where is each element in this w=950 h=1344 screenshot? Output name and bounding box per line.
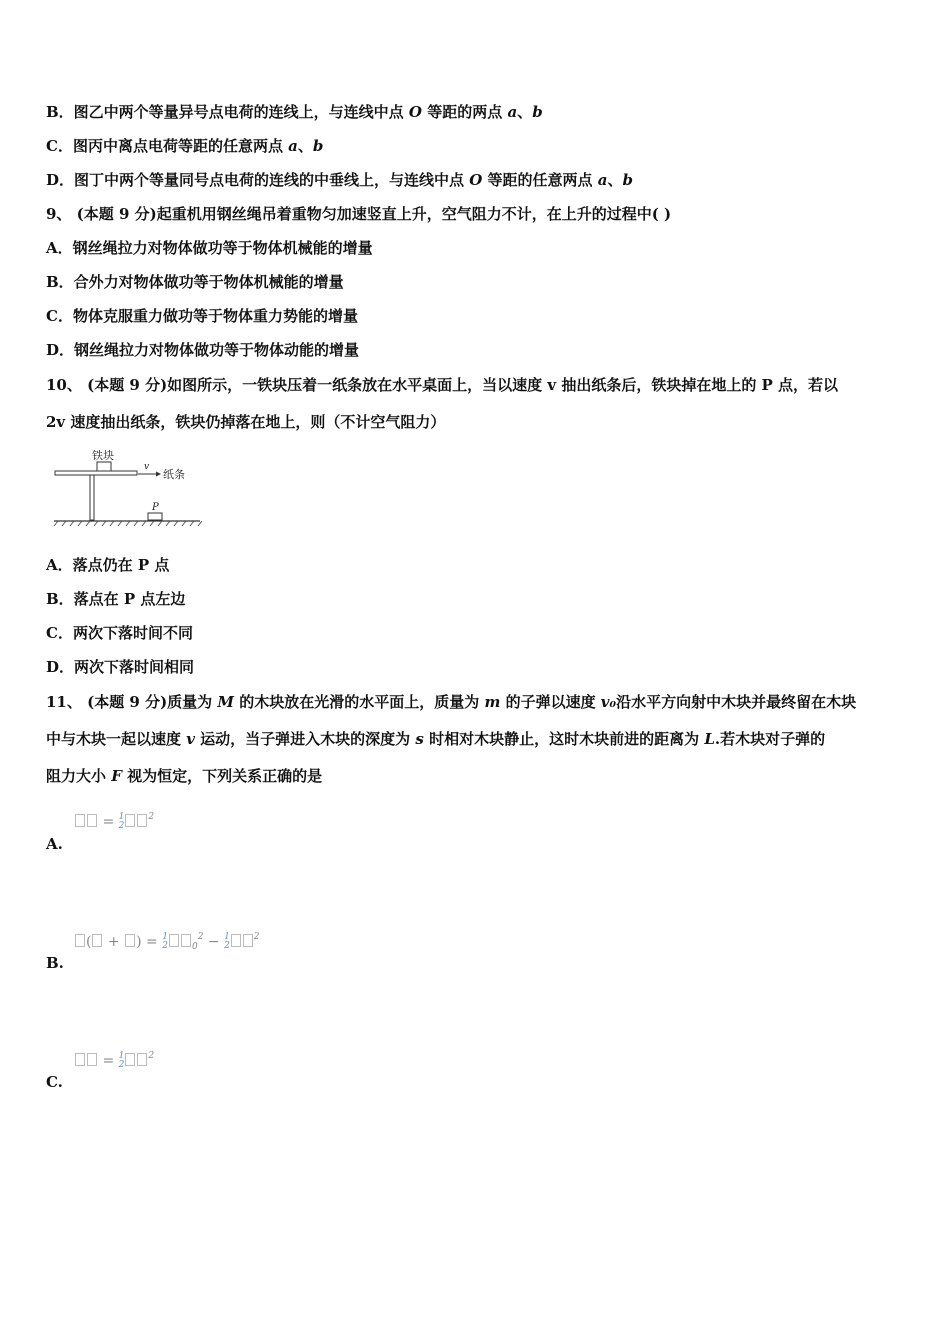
q9-option-c: C．物体克服重力做功等于物体重力势能的增量 [46,307,358,325]
point-b: b [532,103,543,121]
fraction-half [119,813,125,831]
q9-option-a: A．钢丝绳拉力对物体做功等于物体机械能的增量 [46,239,373,257]
fraction-half [162,933,168,951]
glyph-box [75,934,85,947]
glyph-box [125,1053,135,1066]
point-a: a [507,103,518,121]
point-b: b [312,137,324,155]
q10-figure [52,447,204,529]
text: 运动，当子弹进入木块的深度为 [194,730,416,748]
point-a: a [288,137,298,155]
numerator: 1 [162,932,168,942]
text: 的子弹以速度 [500,693,601,711]
fraction-half [119,1052,125,1070]
q8-option-b-text: B．图乙中两个等量异号点电荷的连线上，与连线中点 [46,103,409,121]
q11-option-c-label: C. [46,1073,63,1091]
iron-block [97,462,111,471]
text: .若木块对子弹的 [714,730,826,748]
q8-option-c-text: C．图丙中离点电荷等距的任意两点 [46,137,289,155]
text: 中与木块一起以速度 [46,730,187,748]
numerator: 1 [118,812,125,822]
velocity-label: v [144,462,150,472]
glyph-box [125,814,135,827]
var-v0: v₀ [600,693,617,711]
q10-stem-line2: 2v 速度抽出纸条，铁块仍掉落在地上，则（不计空气阻力） [46,413,446,431]
equals-sign: = [102,814,115,830]
var-v: v [186,730,195,748]
glyph-box [75,814,85,827]
pull-arrow-head [156,472,161,477]
q8-option-d [46,170,633,190]
text: 11、 (本题 9 分)质量为 [46,693,218,711]
var-M: M [217,693,235,711]
q8-option-b-text-2: 等距的两点 [421,103,508,121]
var-m: m [484,693,501,711]
separator: 、 [607,171,623,189]
exponent: 2 [148,1051,155,1061]
q10-stem-line1: 10、 (本题 9 分)如图所示，一铁块压着一纸条放在水平桌面上，当以速度 v 抽出纸条后，铁块掉在地上的 P 点，若以 [46,376,839,394]
numerator: 1 [118,1051,125,1061]
point-b: b [622,171,634,189]
q11-formula-b [74,932,260,952]
var-s: s [415,730,424,748]
glyph-box [137,1053,147,1066]
ground-hatching [54,521,202,526]
text: 时相对木块静止，这时木块前进的距离为 [423,730,705,748]
glyph-box [243,934,253,947]
denominator: 2 [224,941,230,951]
var-L: L [704,730,715,748]
q10-option-c: C．两次下落时间不同 [46,624,193,642]
q8-option-d-text-2: 等距的任意两点 [482,171,598,189]
plus-sign: + [107,934,120,950]
separator: 、 [297,137,313,155]
glyph-box [92,934,102,947]
q11-formula-a [74,812,154,831]
q9-stem: 9、 (本题 9 分)起重机用钢丝绳吊着重物匀加速竖直上升，空气阻力不计，在上升的过程中( ) [46,205,672,223]
q11-option-b-label: B. [46,954,64,972]
q11-option-a-label: A. [46,835,63,853]
paper-label: 纸条 [163,468,185,481]
denominator: 2 [118,821,125,831]
glyph-box [87,814,97,827]
denominator: 2 [162,941,168,951]
var-F: F [111,767,122,785]
equals-sign: = [102,1053,115,1069]
q11-formula-c [74,1051,154,1070]
text: 沿水平方向射中木块并最终留在木块 [616,693,857,711]
denominator: 2 [118,1060,125,1070]
q10-option-d: D．两次下落时间相同 [46,658,195,676]
glyph-box [181,934,191,947]
q8-option-d-text: D．图丁中两个等量同号点电荷的连线的中垂线上，与连线中点 [46,171,470,189]
q9-option-b: B．合外力对物体做功等于物体机械能的增量 [46,273,344,291]
point-p-label: P [152,502,159,513]
q11-stem-line2 [46,729,825,749]
exponent: 2 [253,932,260,942]
fraction-half [224,933,230,951]
glyph-box [125,934,135,947]
paren-right: ) [136,934,142,950]
exponent: 2 [197,932,204,942]
point-o: O [469,171,483,189]
text: 视为恒定，下列关系正确的是 [121,767,323,785]
q11-stem-line3 [46,766,322,786]
glyph-box [87,1053,97,1066]
table-leg [90,475,94,520]
table-top [55,471,137,475]
subscript: 0 [191,942,198,952]
text: 的木块放在光滑的水平面上，质量为 [234,693,485,711]
point-p-box [148,513,162,520]
q9-option-d: D．钢丝绳拉力对物体做功等于物体动能的增量 [46,341,360,359]
separator: 、 [517,103,533,121]
exponent: 2 [148,812,155,822]
glyph-box [137,814,147,827]
text: 阻力大小 [46,767,112,785]
q11-stem-line1 [46,692,856,712]
point-o: O [408,103,422,121]
point-a: a [597,171,608,189]
q8-option-b [46,102,543,122]
q10-option-a: A．落点仍在 P 点 [46,556,170,574]
equals-sign: = [146,934,158,950]
numerator: 1 [224,932,230,942]
paren-left: ( [86,934,92,950]
q10-option-b: B．落点在 P 点左边 [46,590,186,608]
glyph-box [75,1053,85,1066]
iron-block-label: 铁块 [92,449,114,462]
glyph-box [169,934,179,947]
glyph-box [231,934,241,947]
minus-sign: − [207,934,220,950]
q8-option-c [46,136,323,156]
